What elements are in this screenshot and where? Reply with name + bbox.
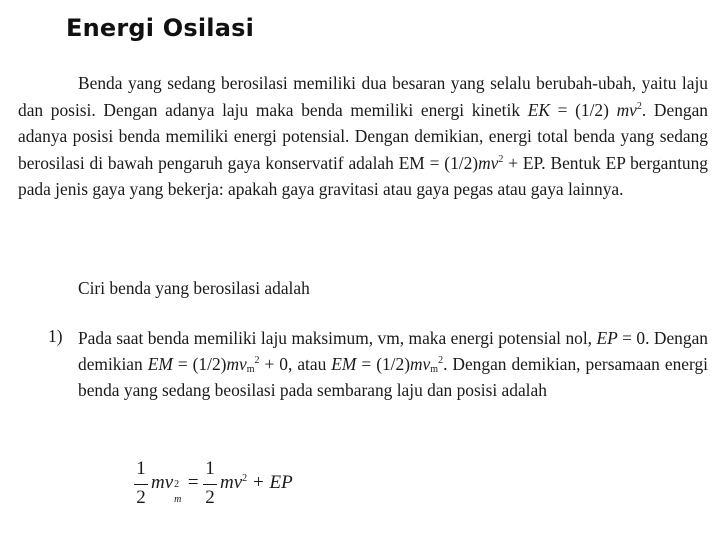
mv-symbol: mv [478, 152, 499, 173]
ciri-heading: Ciri benda yang berosilasi adalah [78, 278, 310, 298]
fraction-numerator: 1 [136, 458, 146, 479]
fraction-bar [203, 484, 217, 485]
fraction-numerator: 1 [205, 458, 215, 479]
superscript: 2 [636, 100, 642, 112]
mv-symbol: mv [220, 472, 243, 493]
intro-text: . Dengan adanya posisi benda memiliki energi potensial. Dengan demikian, energi total benda yang sedang berosilasi di bawah pengaruh gaya konservatif adalah EM = (1/2) [18, 99, 709, 173]
intro-text: + EP. Bentuk EP bergantung pada jenis gaya yang bekerja: apakah gaya gravitasi atau gaya pegas atau gaya lainnya. [18, 152, 708, 200]
mv-symbol: mv [226, 353, 247, 374]
superscript: 2 [254, 354, 260, 366]
mv-symbol: mv [410, 353, 431, 374]
ep-term: + EP [247, 472, 293, 493]
mv-symbol: mv [151, 472, 174, 493]
item-text: = (1/2) [356, 353, 410, 374]
equation-rhs [220, 472, 293, 494]
equals-sign: = [183, 472, 199, 493]
em-symbol: EM [147, 353, 173, 374]
superscript: 2 [438, 354, 444, 366]
list-item [48, 326, 708, 403]
item-text: + 0, atau [259, 353, 332, 374]
superscript: 2 [174, 479, 180, 490]
superscript: 2 [498, 153, 504, 165]
fraction-bar [134, 484, 148, 485]
ep-symbol: EP [596, 328, 618, 348]
list-item-text [78, 326, 708, 403]
fraction-denominator: 2 [136, 487, 146, 508]
mv-symbol: mv [616, 99, 637, 120]
intro-text: = (1/2) [549, 99, 617, 120]
fraction-denominator: 2 [205, 487, 215, 508]
intro-paragraph [18, 70, 708, 203]
subscript: m [246, 363, 255, 375]
equation-lhs [151, 472, 199, 505]
em-symbol: EM [331, 353, 357, 374]
subscript: m [430, 363, 439, 375]
list-number: 1) [48, 326, 63, 346]
intro-text: Benda yang sedang berosilasi memiliki dua besaran yang selalu berubah-ubah, yaitu laju dan posisi. Dengan adanya laju maka benda memiliki energi kinetik [18, 73, 708, 120]
item-text: Pada saat benda memiliki laju maksimum, vm, maka energi potensial nol, [78, 328, 597, 348]
ek-symbol: EK [527, 99, 550, 120]
item-text: . Dengan demikian, persamaan energi benda yang sedang beosilasi pada sembarang laju dan posisi adalah [78, 353, 709, 400]
superscript: 2 [242, 473, 248, 484]
item-text: = 0. Dengan demikian [78, 328, 708, 374]
page-title: Energi Osilasi [66, 14, 255, 42]
subscript: m [174, 494, 182, 505]
item-text: = (1/2) [172, 353, 227, 374]
